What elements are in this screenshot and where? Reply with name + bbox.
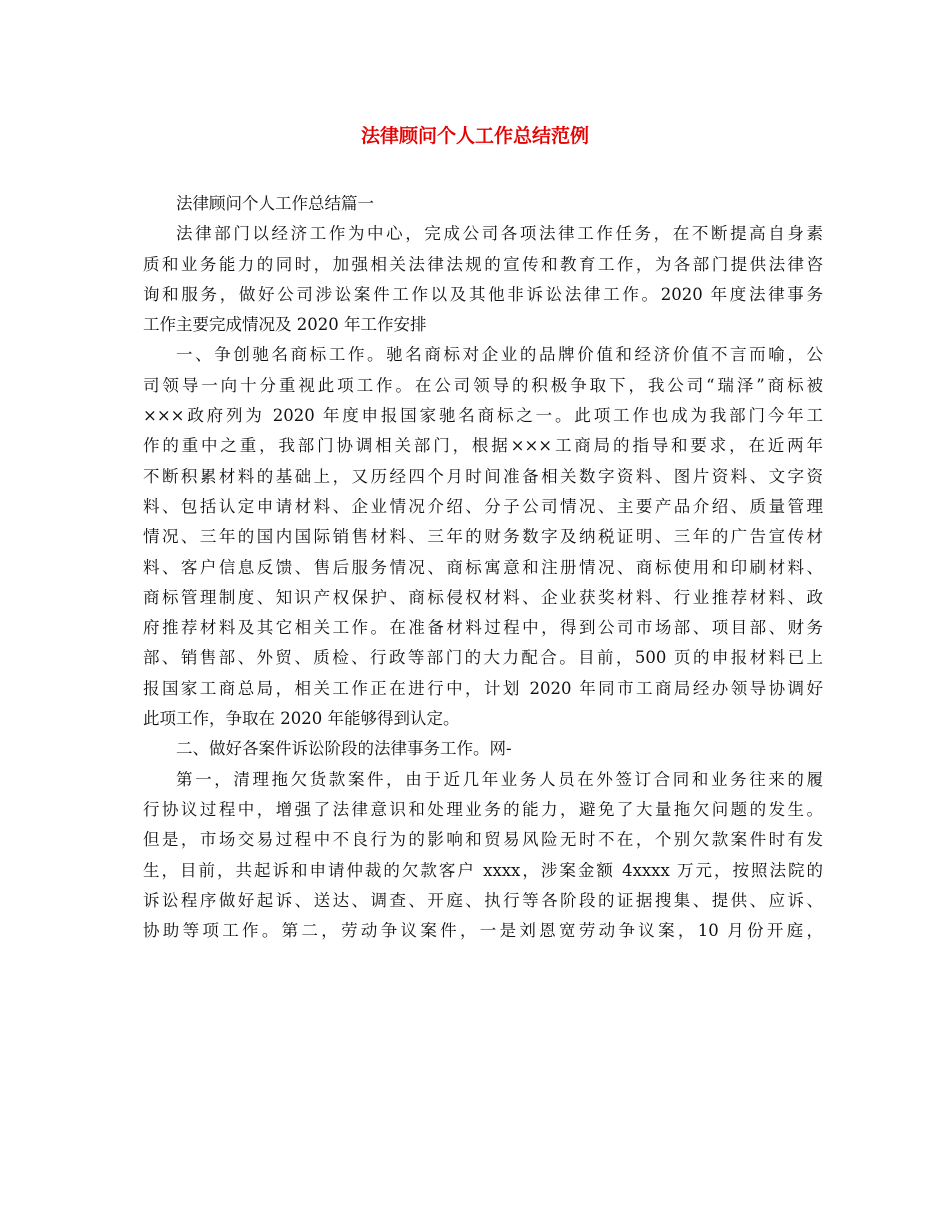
text-line: 此项工作，争取在 2020 年能够得到认定。 bbox=[143, 709, 460, 729]
text-line: 报国家工商总局，相关工作正在进行中，计划 2020 年同市工商局经办领导协调好 bbox=[143, 678, 823, 698]
text-line: 商标管理制度、知识产权保护、商标侵权材料、企业获奖材料、行业推荐材料、政 bbox=[143, 587, 823, 607]
text-line: 一、争创驰名商标工作。驰名商标对企业的品牌价值和经济价值不言而喻，公 bbox=[176, 345, 823, 365]
text-line: 法律部门以经济工作为中心，完成公司各项法律工作任务，在不断提高自身素 bbox=[176, 224, 823, 244]
text-line: 第一，清理拖欠货款案件，由于近几年业务人员在外签订合同和业务往来的履 bbox=[176, 769, 823, 789]
text-line: 行协议过程中，增强了法律意识和处理业务的能力，避免了大量拖欠问题的发生。 bbox=[143, 799, 823, 819]
text-line: 协助等项工作。第二，劳动争议案件，一是刘恩宽劳动争议案，10 月份开庭， bbox=[143, 921, 823, 941]
document-title: 法律顾问个人工作总结范例 bbox=[360, 125, 589, 147]
document-body bbox=[143, 189, 823, 946]
text-line: 工作主要完成情况及 2020 年工作安排 bbox=[143, 315, 427, 335]
text-line: 生，目前，共起诉和申请仲裁的欠款客户 xxxx，涉案金额 4xxxx 万元，按照法院的 bbox=[143, 860, 823, 880]
text-line: 不断积累材料的基础上，又历经四个月时间准备相关数字资料、图片资料、文字资 bbox=[143, 466, 823, 486]
text-line: 二、做好各案件诉讼阶段的法律事务工作。网- bbox=[176, 739, 512, 759]
text-line: 料、包括认定申请材料、企业情况介绍、分子公司情况、主要产品介绍、质量管理 bbox=[143, 496, 823, 516]
text-line: ×××政府列为 2020 年度申报国家驰名商标之一。此项工作也成为我部门今年工 bbox=[143, 406, 823, 426]
text-line: 部、销售部、外贸、质检、行政等部门的大力配合。目前，500 页的申报材料已上 bbox=[143, 648, 823, 668]
text-line: 但是，市场交易过程中不良行为的影响和贸易风险无时不在，个别欠款案件时有发 bbox=[143, 830, 823, 850]
text-line: 作的重中之重，我部门协调相关部门，根据×××工商局的指导和要求，在近两年 bbox=[143, 436, 823, 456]
text-line: 司领导一向十分重视此项工作。在公司领导的积极争取下，我公司“瑞泽”商标被 bbox=[143, 375, 823, 395]
text-line: 府推荐材料及其它相关工作。在准备材料过程中，得到公司市场部、项目部、财务 bbox=[143, 618, 823, 638]
text-line: 料、客户信息反馈、售后服务情况、商标寓意和注册情况、商标使用和印刷材料、 bbox=[143, 557, 823, 577]
text-line: 质和业务能力的同时，加强相关法律法规的宣传和教育工作，为各部门提供法律咨 bbox=[143, 254, 823, 274]
text-line: 法律顾问个人工作总结篇一 bbox=[176, 194, 374, 213]
text-line: 诉讼程序做好起诉、送达、调查、开庭、执行等各阶段的证据搜集、提供、应诉、 bbox=[143, 890, 823, 910]
text-line: 情况、三年的国内国际销售材料、三年的财务数字及纳税证明、三年的广告宣传材 bbox=[143, 527, 823, 547]
text-line: 询和服务，做好公司涉讼案件工作以及其他非诉讼法律工作。2020 年度法律事务 bbox=[143, 284, 823, 304]
